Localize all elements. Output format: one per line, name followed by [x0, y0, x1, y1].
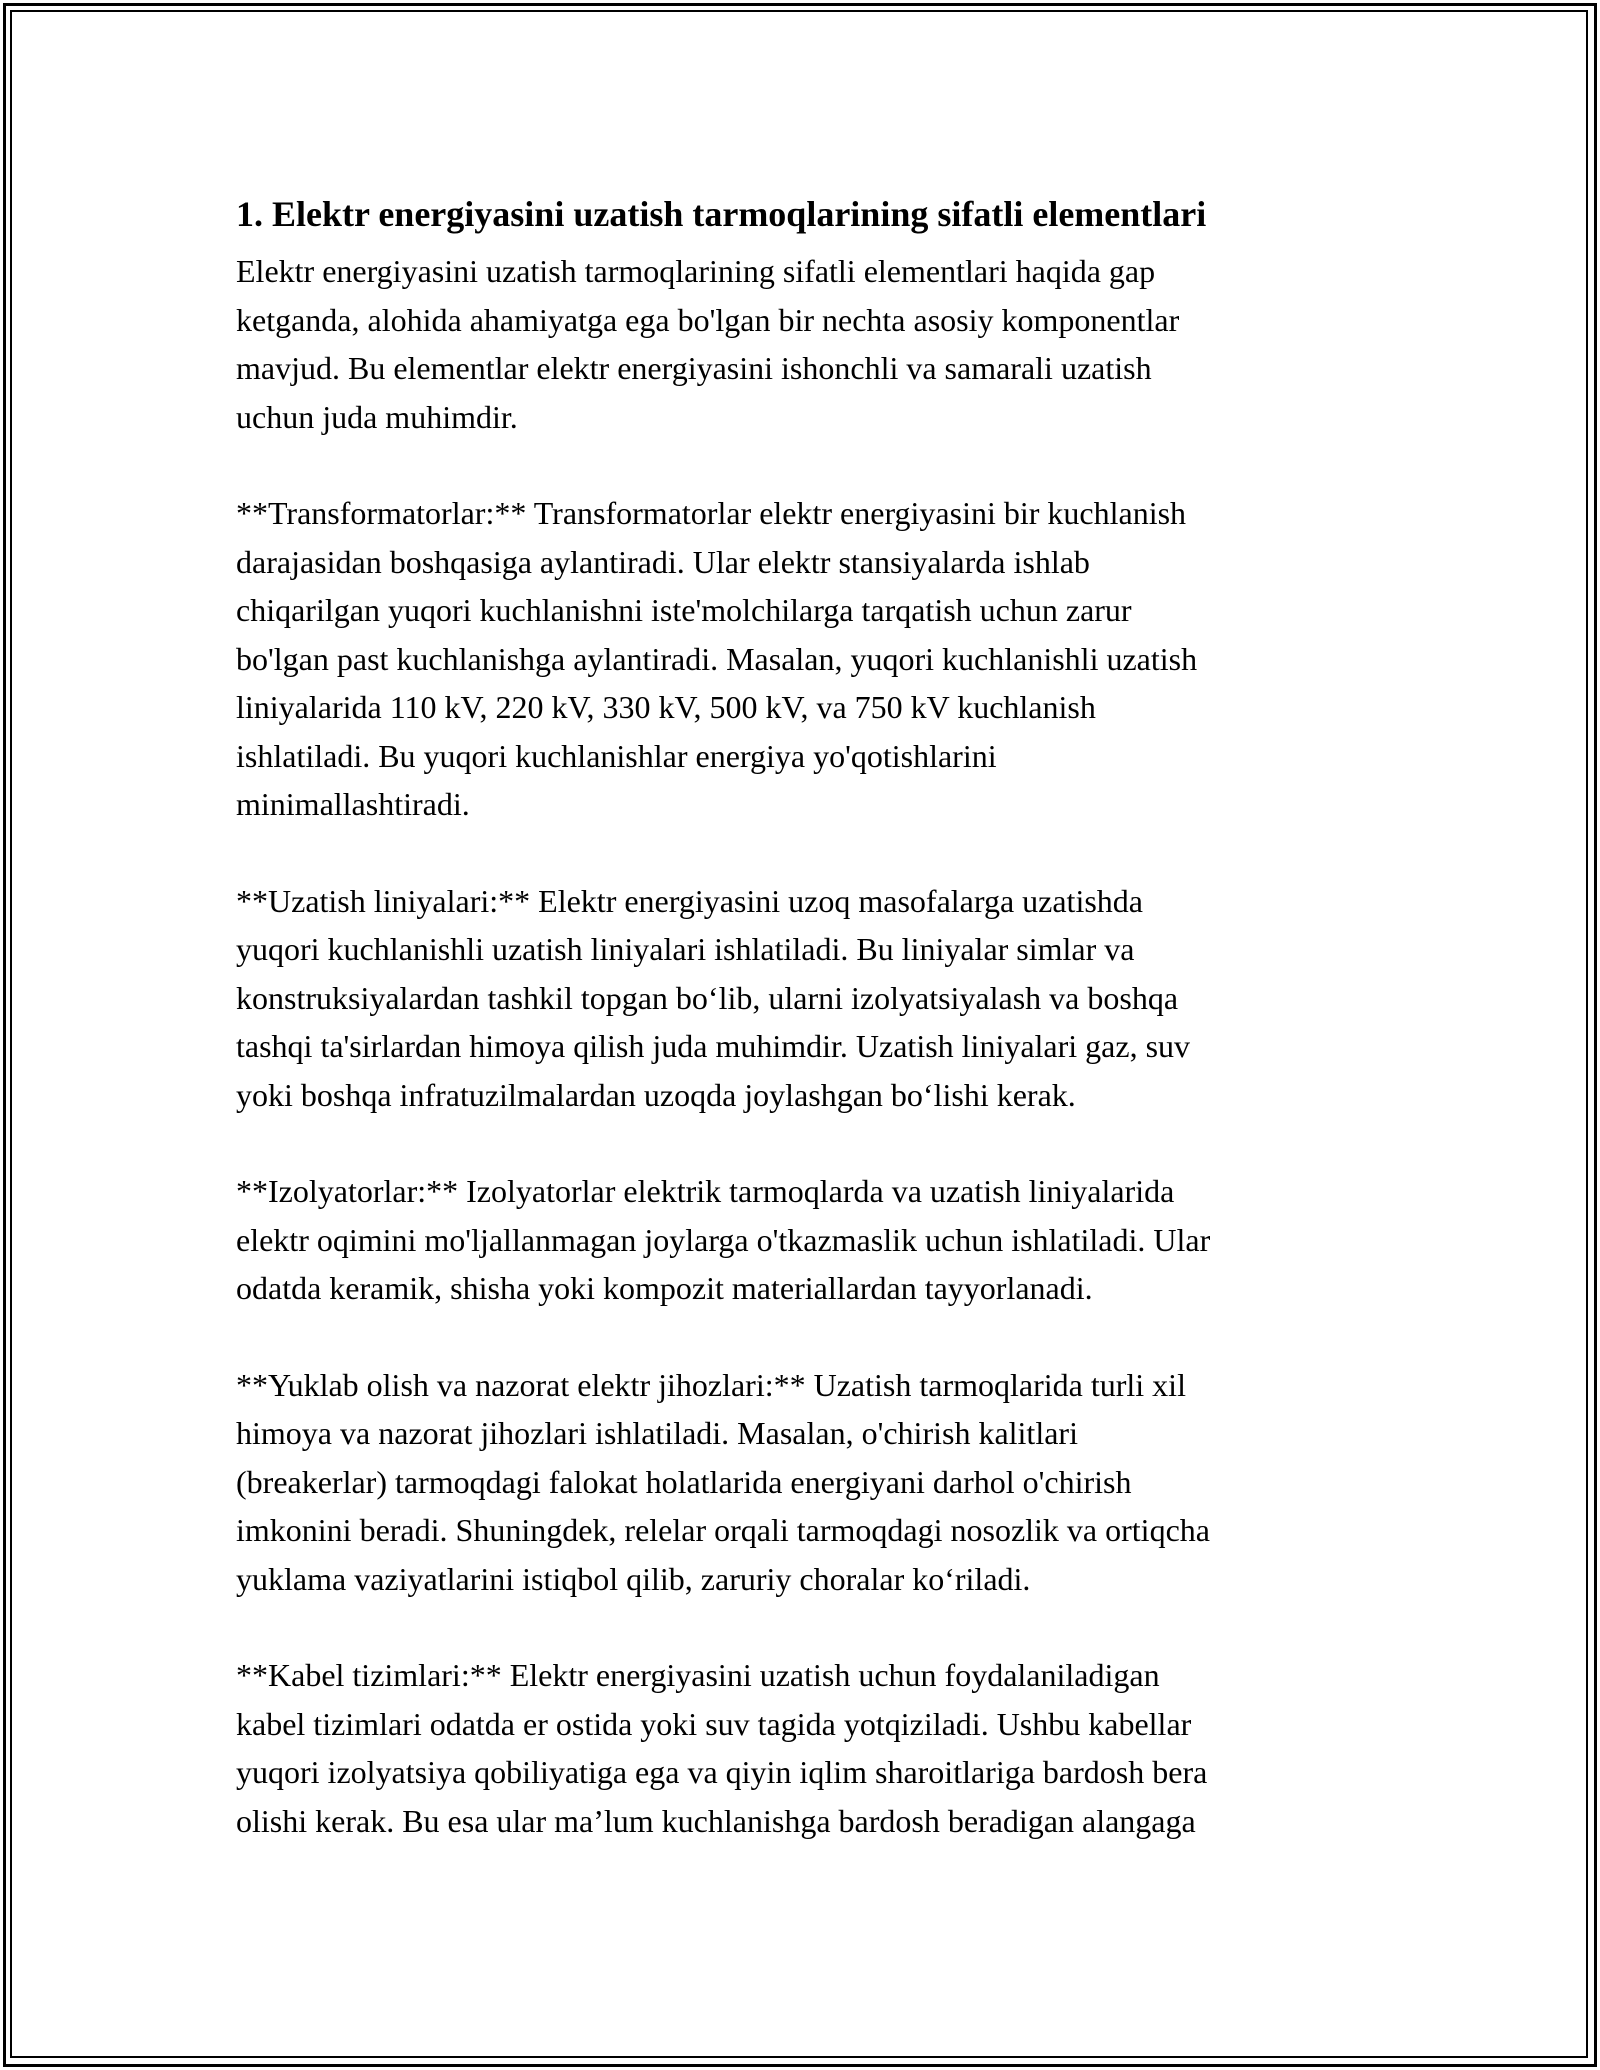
- text-line: uchun juda muhimdir.: [236, 398, 518, 435]
- document-body: [236, 247, 1386, 1845]
- text-line: chiqarilgan yuqori kuchlanishni iste'molchilarga tarqatish uchun zarur: [236, 592, 1132, 628]
- text-line: ketganda, alohida ahamiyatga ega bo'lgan bir nechta asosiy komponentlar: [236, 301, 1180, 338]
- text-line: yuqori kuchlanishli uzatish liniyalari ishlatiladi. Bu liniyalar simlar va: [236, 931, 1135, 967]
- text-line: olishi kerak. Bu esa ular ma’lum kuchlanishga bardosh beradigan alangaga: [236, 1802, 1196, 1839]
- text-line: minimallashtiradi.: [236, 786, 470, 822]
- paragraph-1: [236, 247, 1386, 441]
- text-line: liniyalarida 110 kV, 220 kV, 330 kV, 500 kV, va 750 kV kuchlanish: [236, 689, 1096, 725]
- text-line: ishlatiladi. Bu yuqori kuchlanishlar energiya yo'qotishlarini: [236, 737, 997, 774]
- text-line: himoya va nazorat jihozlari ishlatiladi. Masalan, o'chirish kalitlari: [236, 1415, 1078, 1451]
- text-line: tashqi ta'sirlardan himoya qilish juda muhimdir. Uzatish liniyalari gaz, suv: [236, 1028, 1191, 1064]
- text-line: **Izolyatorlar:** Izolyatorlar elektrik tarmoqlarda va uzatish liniyalarida: [236, 1173, 1175, 1209]
- text-line: **Uzatish liniyalari:** Elektr energiyasini uzoq masofalarga uzatishda: [236, 882, 1143, 919]
- text-line: mavjud. Bu elementlar elektr energiyasini ishonchli va samarali uzatish: [236, 350, 1152, 386]
- text-line: yoki boshqa infratuzilmalardan uzoqda joylashgan bo‘lishi kerak.: [236, 1076, 1076, 1113]
- text-line: yuklama vaziyatlarini istiqbol qilib, zaruriy choralar ko‘riladi.: [236, 1560, 1031, 1597]
- text-line: Elektr energiyasini uzatish tarmoqlarining sifatli elementlari haqida gap: [236, 253, 1156, 289]
- text-line: darajasidan boshqasiga aylantiradi. Ular elektr stansiyalarda ishlab: [236, 543, 1090, 580]
- text-line: elektr oqimini mo'ljallanmagan joylarga o'tkazmaslik uchun ishlatiladi. Ular: [236, 1221, 1211, 1258]
- paragraph-3: [236, 877, 1386, 1120]
- paragraph-2: [236, 489, 1386, 829]
- paragraph-4: [236, 1167, 1386, 1313]
- text-line: yuqori izolyatsiya qobiliyatiga ega va qiyin iqlim sharoitlariga bardosh bera: [236, 1754, 1208, 1790]
- text-line: **Transformatorlar:** Transformatorlar elektr energiyasini bir kuchlanish: [236, 495, 1187, 531]
- document-page: [236, 185, 1386, 1893]
- text-line: bo'lgan past kuchlanishga aylantiradi. Masalan, yuqori kuchlanishli uzatish: [236, 640, 1198, 677]
- text-line: konstruksiyalardan tashkil topgan bo‘lib, ularni izolyatsiyalash va boshqa: [236, 979, 1179, 1016]
- paragraph-5: [236, 1361, 1386, 1604]
- text-line: kabel tizimlari odatda er ostida yoki suv tagida yotqiziladi. Ushbu kabellar: [236, 1705, 1192, 1742]
- document-title: 1. Elektr energiyasini uzatish tarmoqlarining sifatli elementlari: [236, 194, 1207, 234]
- text-line: odatda keramik, shisha yoki kompozit materiallardan tayyorlanadi.: [236, 1270, 1093, 1306]
- text-line: (breakerlar) tarmoqdagi falokat holatlarida energiyani darhol o'chirish: [236, 1463, 1132, 1500]
- paragraph-6: [236, 1651, 1386, 1845]
- text-line: **Yuklab olish va nazorat elektr jihozlari:** Uzatish tarmoqlarida turli xil: [236, 1366, 1186, 1403]
- text-line: imkonini beradi. Shuningdek, relelar orqali tarmoqdagi nosozlik va ortiqcha: [236, 1512, 1210, 1548]
- text-line: **Kabel tizimlari:** Elektr energiyasini uzatish uchun foydalaniladigan: [236, 1657, 1160, 1693]
